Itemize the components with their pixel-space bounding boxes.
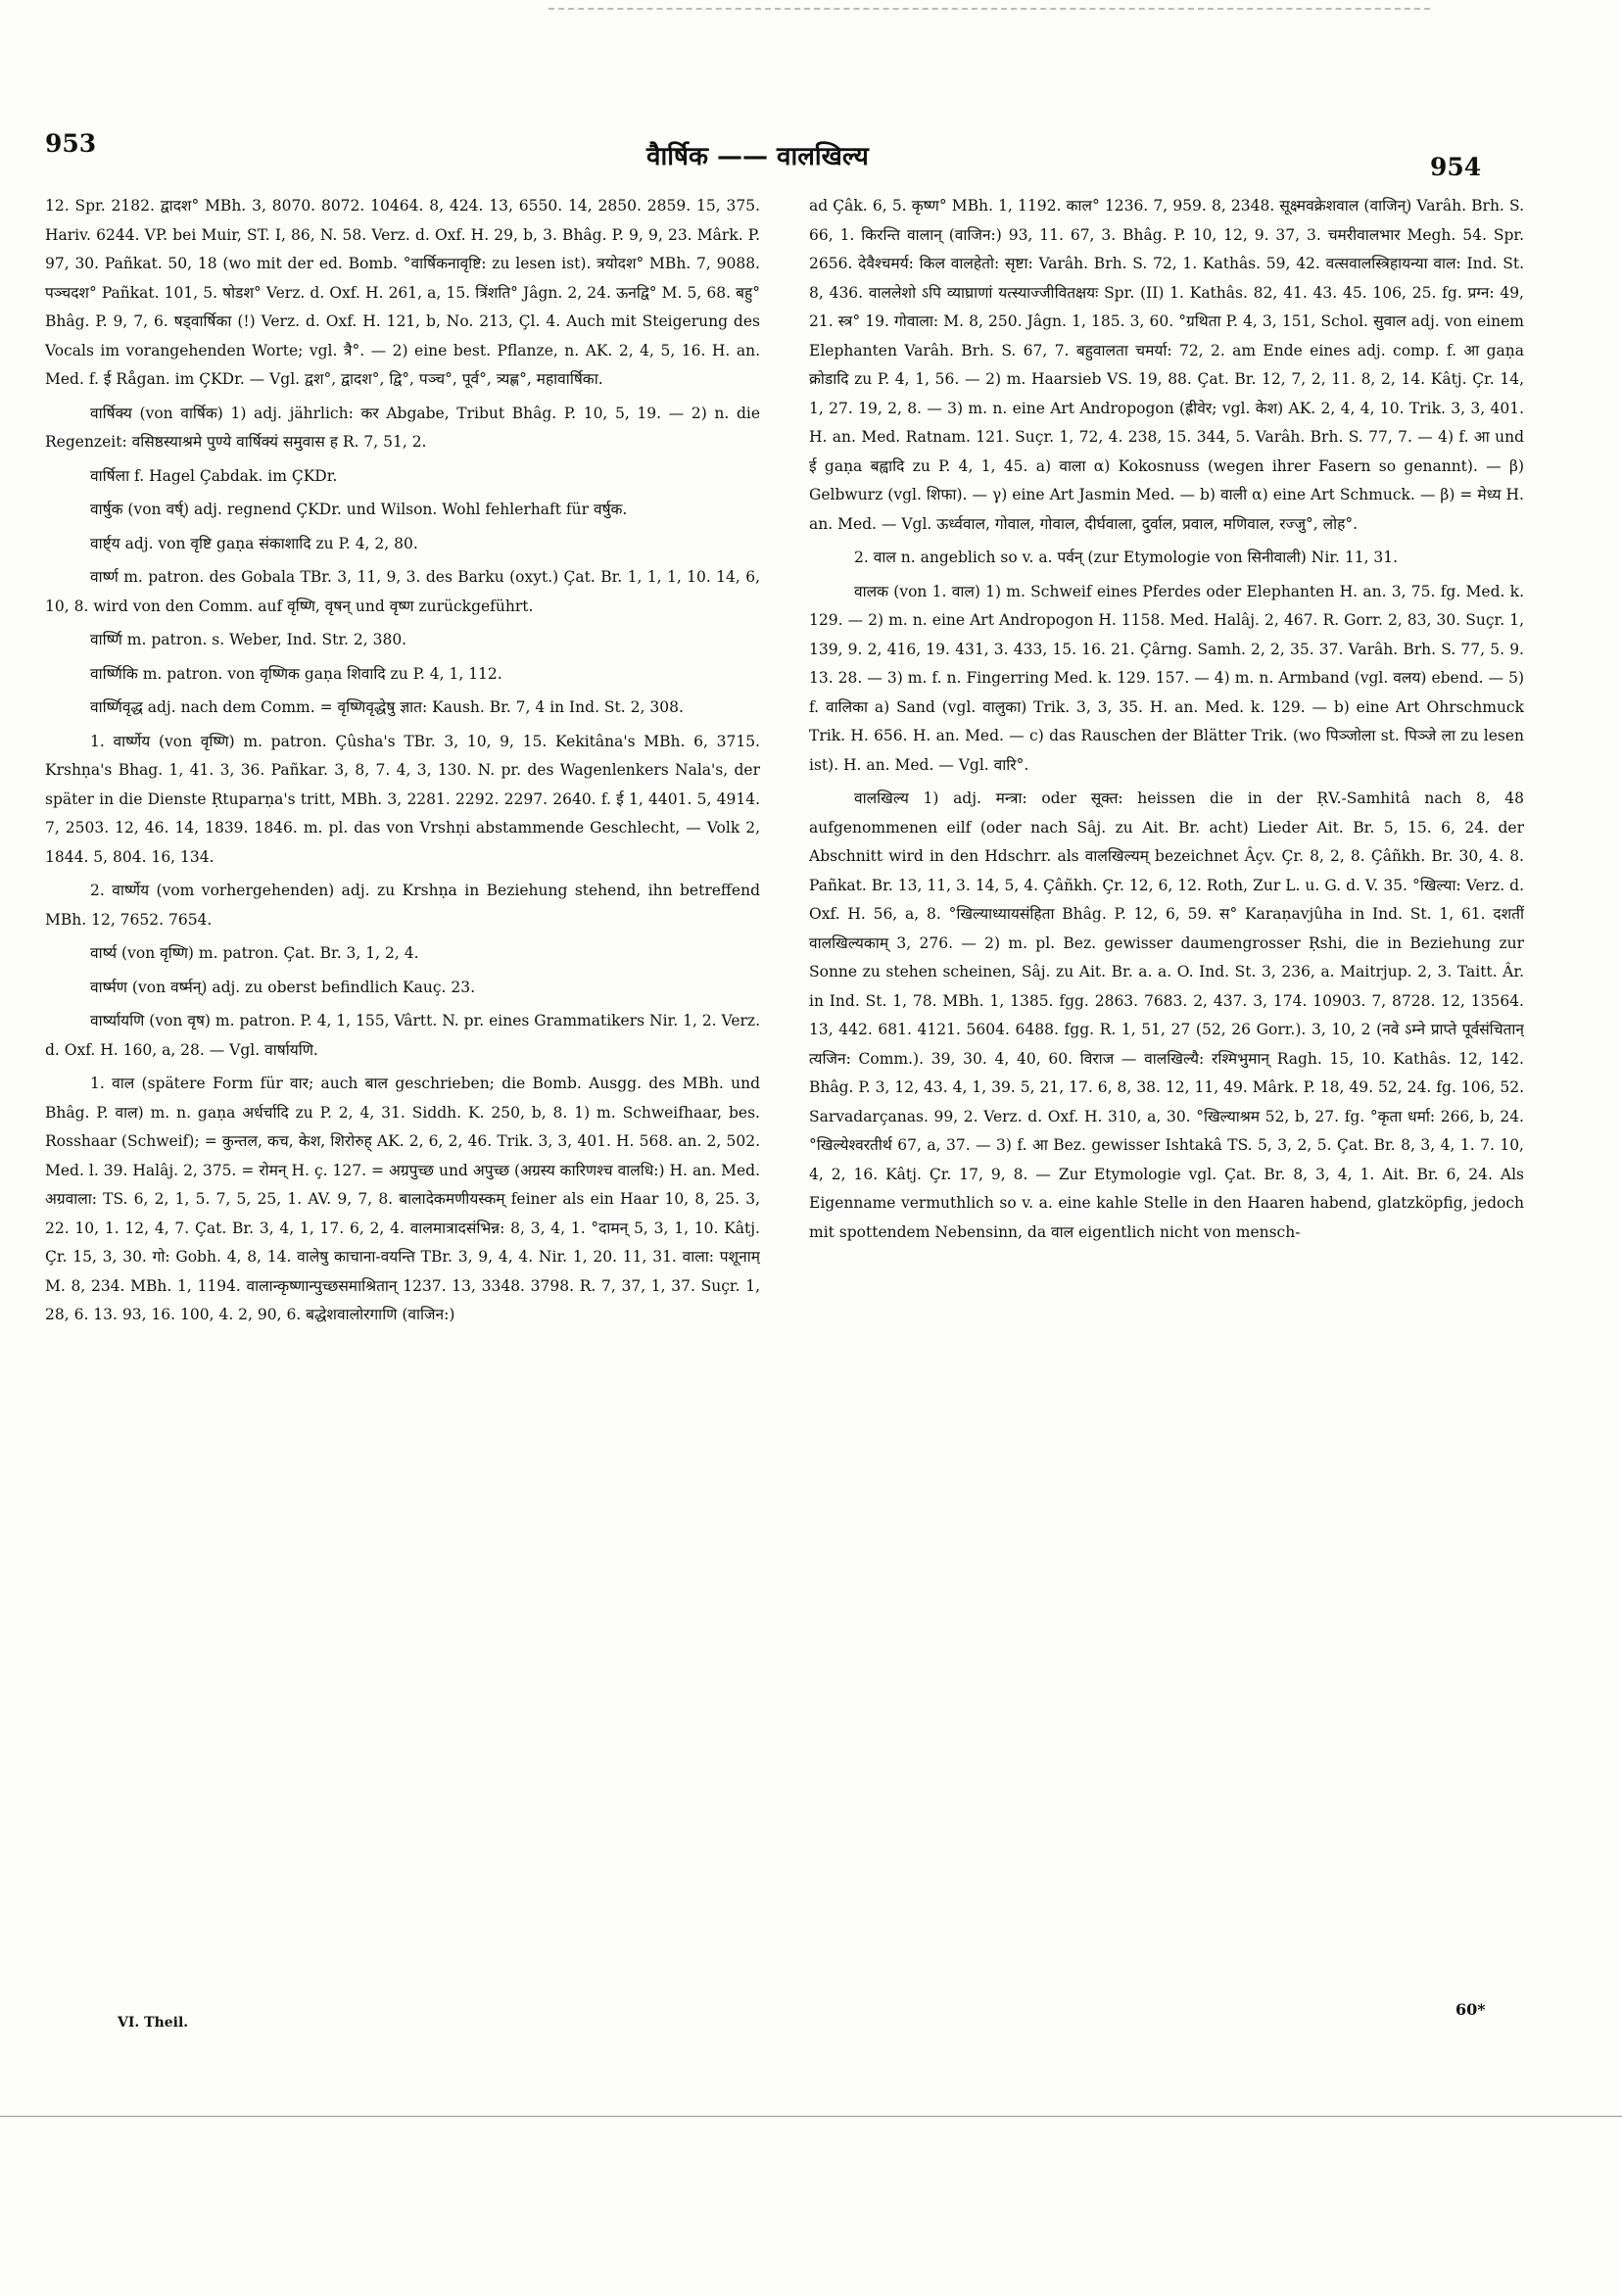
dictionary-entry: वार्ष्मण (von वर्ष्मन्) adj. zu oberst befindlich Kauç. 23.	[90, 978, 476, 996]
dictionary-entry: वार्ष्णि m. patron. s. Weber, Ind. Str. 2, 380.	[90, 631, 407, 648]
dictionary-entry: 2. वार्ष्णेय (vom vorhergehenden) adj. zu Krshṇa in Beziehung stehend, ihn betreffend MBh. 12, 7652. 7654.	[45, 882, 760, 929]
dictionary-entry: वार्ष्य (von वृष्णि) m. patron. Çat. Br. 3, 1, 2, 4.	[90, 944, 419, 962]
dictionary-entry: वालखिल्य 1) adj. मन्त्रा: oder सूक्त: heissen die in der ṚV.-Samhitâ nach 8, 48 aufgenommenen eilf (oder nach Sâj. zu Ait. Br. acht) Lieder Ait. Br. 5, 15. 6, 24. der Abschnitt wird in den Hdschrr. als वालखिल्यम् bezeichnet Âçv. Çr. 8, 2, 8. Çâñkh. Br. 30, 4. 8. Pañkat. Br. 13, 11, 3. 14, 5, 4. Çâñkh. Çr. 12, 6, 12. Roth, Zur L. u. G. d. V. 35. °खिल्या: Verz. d. Oxf. H. 56, a, 8. °खिल्याध्यायसंहिता Bhâg. P. 12, 6, 59. स° Karaṇavjûha in Ind. St. 1, 61. दशतीं वालखिल्यकाम् 3, 276. — 2) m. pl. Bez. gewisser daumengrosser Ṛshi, die in Beziehung zur Sonne zu stehen scheinen, Sâj. zu Ait. Br. a. a. O. Ind. St. 3, 236, a. Maitrjup. 2, 3. Taitt. Âr. in Ind. St. 1, 78. MBh. 1, 1385. fgg. 2863. 7683. 2, 437. 3, 174. 10903. 7, 8728. 12, 13564. 13, 442. 681. 4121. 5604. 6488. fgg. R. 1, 51, 27 (52, 26 Gorr.). 3, 10, 2 (नवे ऽम्ने प्राप्ते पूर्वसंचितान् त्यजिन: Comm.). 39, 30. 4, 40, 60. विराज — वालखिल्यै: रश्मिभुमान् Ragh. 15, 10. Kathâs. 12, 142. Bhâg. P. 3, 12, 43. 4, 1, 39. 5, 21, 17. 6, 8, 38. 12, 11, 49. Mârk. P. 18, 49. 52, 24. fg. 106, 52. Sarvadarçanas. 99, 2. Verz. d. Oxf. H. 310, a, 30. °खिल्याश्रम 52, b, 27. fg. °कृता धर्मा: 266, b, 24. °खिल्येश्वरतीर्थ 67, a, 37. — 3) f. आ Bez. gewisser Ishtakâ TS. 5, 3, 2, 5. Çat. Br. 8, 3, 4, 1. 7. 10, 4, 2, 16. Kâtj. Çr. 17, 9, 8. — Zur Etymologie vgl. Çat. Br. 8, 3, 4, 1. Ait. Br. 6, 24. Als Eigenname vermuthlich so v. a. eine kahle Stelle in den Haaren habend, glatzköpfig, jedoch mit spottendem Nebensinn, da वाल eigentlich nicht von mensch-	[809, 789, 1524, 1241]
signature-mark: 60*	[1455, 2000, 1486, 2019]
left-column	[45, 192, 760, 1985]
dictionary-entry: वालक (von 1. वाल) 1) m. Schweif eines Pferdes oder Elephanten H. an. 3, 75. fg. Med. k. 129. — 2) m. n. eine Art Andropogon H. 1158. Med. Halâj. 2, 467. R. Gorr. 2, 83, 30. Suçr. 1, 139, 9. 2, 416, 19. 431, 3. 433, 15. 16. 21. Çârng. Samh. 2, 2, 35. 37. Varâh. Brh. S. 77, 5. 9. 13. 28. — 3) m. f. n. Fingerring Med. k. 129. 157. — 4) m. n. Armband (vgl. वलय) ebend. — 5) f. वालिका a) Sand (vgl. वालुका) Trik. 3, 3, 35. H. an. Med. k. 129. — b) eine Art Ohrschmuck Trik. H. 656. H. an. Med. — c) das Rauschen der Blätter Trik. (wo पिञ्जोला st. पिञ्जे ला zu lesen ist). H. an. Med. — Vgl. वारि°.	[809, 582, 1524, 774]
running-head: वैार्षिक —— वालखिल्य	[646, 142, 869, 171]
dictionary-entry: वार्ष्णिवृद्ध adj. nach dem Comm. = वृष्णिवृद्धेषु ज्ञात: Kaush. Br. 7, 4 in Ind. St. 2, 308.	[90, 698, 684, 716]
dictionary-entry: वार्षिला f. Hagel Çabdak. im ÇKDr.	[90, 466, 338, 485]
volume-note: VI. Theil.	[118, 2015, 189, 2031]
dictionary-entry: 2. वाल n. angeblich so v. a. पर्वन् (zur Etymologie von सिनीवाली) Nir. 11, 31.	[854, 549, 1399, 566]
dictionary-entry: 1. वार्ष्णेय (von वृष्णि) m. patron. Çûsha's TBr. 3, 10, 9, 15. Kekitâna's MBh. 6, 3715. Krshṇa's Bhag. 1, 41. 3, 36. Pañkar. 3, 8, 7. 4, 3, 130. N. pr. des Wagenlenkers Nala's, der später in die Dienste Ṛtuparṇa's tritt, MBh. 3, 2281. 2292. 2297. 2640. f. ई 1, 4401. 5, 4914. 7, 2503. 12, 46. 14, 1839. 1846. m. pl. das von Vrshṇi abstammende Geschlecht, — Volk 2, 1844. 5, 804. 16, 134.	[45, 732, 760, 866]
dictionary-entry: वार्ष्णिकि m. patron. von वृष्णिक gaṇa शिवादि zu P. 4, 1, 112.	[90, 664, 502, 683]
dictionary-entry: वार्ष्ण m. patron. des Gobala TBr. 3, 11, 9, 3. des Barku (oxyt.) Çat. Br. 1, 1, 1, 10. 14, 6, 10, 8. wird von den Comm. auf वृष्णि, वृषन् und वृष्ण zurückgeführt.	[45, 568, 760, 615]
right-column	[809, 192, 1524, 1985]
dictionary-entry: 12. Spr. 2182. द्वादश° MBh. 3, 8070. 8072. 10464. 8, 424. 13, 6550. 14, 2850. 2859. 15, 375. Hariv. 6244. VP. bei Muir, ST. I, 86, N. 58. Verz. d. Oxf. H. 29, b, 3. Bhâg. P. 9, 9, 23. Mârk. P. 97, 30. Pañkat. 50, 18 (wo mit der ed. Bomb. °वार्षिकनावृष्टि: zu lesen ist). त्रयोदश° MBh. 7, 9088. पञ्चदश° Pañkat. 101, 5. षोडश° Verz. d. Oxf. H. 261, a, 15. त्रिंशति° Jâgn. 2, 24. ऊनद्वि° M. 5, 68. बहु° Bhâg. P. 9, 7, 6. षड्वार्षिका (!) Verz. d. Oxf. H. 121, b, No. 213, Çl. 4. Auch mit Steigerung des Vocals im vorangehenden Worte; vgl. त्रै°. — 2) eine best. Pflanze, n. AK. 2, 4, 5, 16. H. an. Med. f. ई Rågan. im ÇKDr. — Vgl. द्वश°, द्वादश°, द्वि°, पञ्च°, पूर्व°, त्र्यह्ण°, महावार्षिका.	[45, 197, 760, 388]
dictionary-entry: वार्ष्यायणि (von वृष) m. patron. P. 4, 1, 155, Vârtt. N. pr. eines Grammatikers Nir. 1, 2. Verz. d. Oxf. H. 160, a, 28. — Vgl. वार्षायणि.	[45, 1012, 760, 1059]
dictionary-entry: वार्ष्ट्य adj. von वृष्टि gaṇa संकाशादि zu P. 4, 2, 80.	[90, 534, 418, 552]
dictionary-entry: ad Çâk. 6, 5. कृष्ण° MBh. 1, 1192. काल° 1236. 7, 959. 8, 2348. सूक्ष्मवक्रेशवाल (वाजिन्) Varâh. Brh. S. 66, 1. किरन्ति वालान् (वाजिन:) 93, 11. 67, 3. Bhâg. P. 10, 12, 9. 37, 3. चमरीवालभार Megh. 54. Spr. 2656. देवैश्चमर्य: किल वालहेतो: सृष्टा: Varâh. Brh. S. 72, 1. Kathâs. 59, 42. वत्सवालस्त्रिहायन्या वाल: Ind. St. 8, 436. वाललेशो ऽपि व्याघ्राणां यत्स्याज्जीवितक्षयः Spr. (II) 1. Kathâs. 82, 41. 43. 45. 106, 25. fg. प्रग्न: 49, 21. स्त्र° 19. गोवाला: M. 8, 250. Jâgn. 1, 185. 3, 60. °ग्रथिता P. 4, 3, 151, Schol. सुवाल adj. von einem Elephanten Varâh. Brh. S. 67, 7. बहुवालता चमर्या: 72, 2. am Ende eines adj. comp. f. आ gaṇa क्रोडादि zu P. 4, 1, 56. — 2) m. Haarsieb VS. 19, 88. Çat. Br. 12, 7, 2, 11. 8, 2, 14. Kâtj. Çr. 14, 1, 27. 19, 2, 8. — 3) m. n. eine Art Andropogon (ह्रीवेर; vgl. केश) AK. 2, 4, 4, 10. Trik. 3, 3, 401. H. an. Med. Ratnam. 121. Suçr. 1, 72, 4. 238, 15. 344, 5. Varâh. Brh. S. 77, 7. — 4) f. आ und ई gaṇa बह्वादि zu P. 4, 1, 45. a) वाला α) Kokosnuss (wegen ihrer Fasern so genannt). — β) Gelbwurz (vgl. शिफा). — γ) eine Art Jasmin Med. — b) वाली α) eine Art Schmuck. — β) = मेध्य H. an. Med. — Vgl. ऊर्ध्ववाल, गोवाल, गोवाल, दीर्घवाला, दुर्वाल, प्रवाल, मणिवाल, रज्जु°, लोह°.	[809, 197, 1524, 533]
dictionary-entry: वार्षिक्य (von वार्षिक) 1) adj. jährlich: कर Abgabe, Tribut Bhâg. P. 10, 5, 19. — 2) n. die Regenzeit: वसिष्ठस्याश्रमे पुण्ये वार्षिक्यं समुवास ह R. 7, 51, 2.	[45, 404, 760, 451]
top-rule	[549, 8, 1430, 10]
dictionary-entry: वार्षुक (von वर्ष्) adj. regnend ÇKDr. und Wilson. Wohl fehlerhaft für वर्षुक.	[90, 501, 628, 518]
bottom-rule	[0, 2116, 1622, 2117]
page-number-right: 954	[1430, 153, 1482, 181]
dictionary-entry: 1. वाल (spätere Form für वार; auch बाल geschrieben; die Bomb. Ausgg. des MBh. und Bhâg. P. वाल) m. n. gaṇa अर्धर्चादि zu P. 2, 4, 31. Siddh. K. 250, b, 8. 1) m. Schweifhaar, bes. Rosshaar (Schweif); = कुन्तल, कच, केश, शिरोरुह् AK. 2, 6, 2, 46. Trik. 3, 3, 401. H. 568. an. 2, 502. Med. l. 39. Halâj. 2, 375. = रोमन् H. ç. 127. = अग्रपुच्छ und अपुच्छ (अग्रस्य कारिणश्च वालधि:) H. an. Med. अग्रवाला: TS. 6, 2, 1, 5. 7, 5, 25, 1. AV. 9, 7, 8. बालादेकमणीयस्कम् feiner als ein Haar 10, 8, 25. 3, 22. 10, 1. 12, 4, 7. Çat. Br. 3, 4, 1, 17. 6, 2, 4. वालमात्रादसंभिन्न: 8, 3, 4, 1. °दामन् 5, 3, 1, 10. Kâtj. Çr. 15, 3, 30. गो: Gobh. 4, 8, 14. वालेषु काचाना-वयन्ति TBr. 3, 9, 4, 4. Nir. 1, 20. 11, 31. वाला: पशूनाम् M. 8, 234. MBh. 1, 1194. वालान्कृष्णान्पुच्छसमाश्रितान् 1237. 13, 3348. 3798. R. 7, 37, 1, 37. Suçr. 1, 28, 6. 13. 93, 16. 100, 4. 2, 90, 6. बद्धेशवालोरगाणि (वाजिन:)	[45, 1075, 760, 1323]
page-number-left: 953	[45, 129, 97, 158]
